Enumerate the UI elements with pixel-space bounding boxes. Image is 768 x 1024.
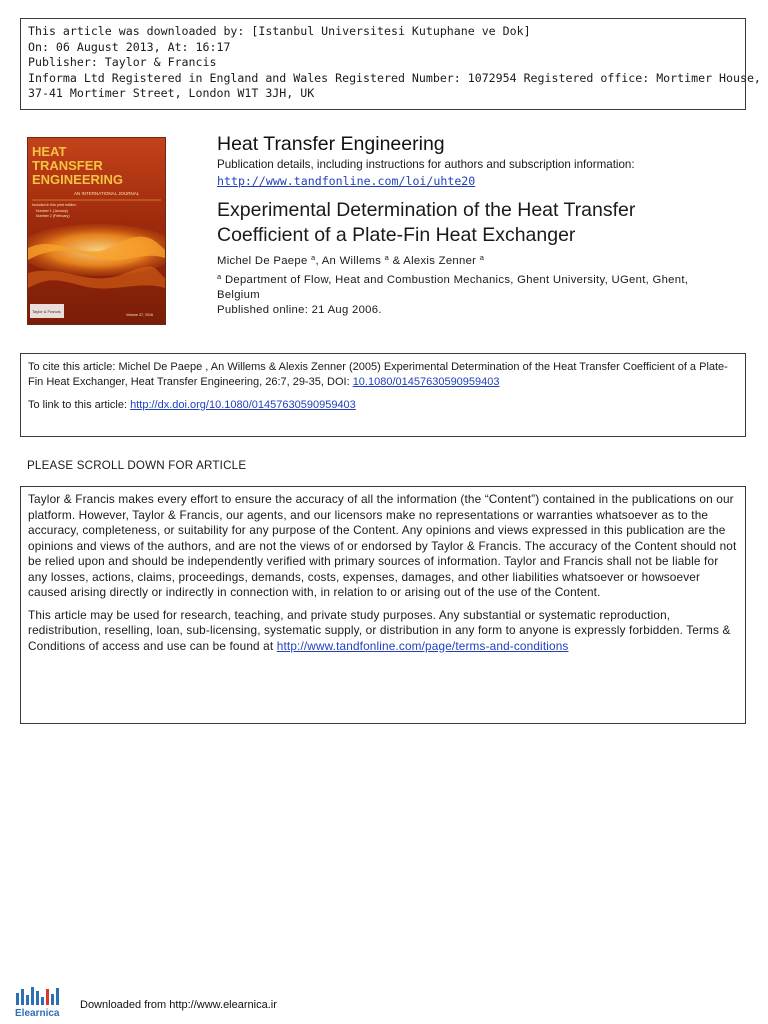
cover-title-line: HEAT bbox=[32, 144, 67, 159]
journal-url-link[interactable]: http://www.tandfonline.com/loi/uhte20 bbox=[217, 174, 476, 188]
citation-body: To cite this article: Michel De Paepe , An Willems & Alexis Zenner (2005) Experimental Determination of the Heat Transfer Coefficient of a Plate-Fin Heat Exchanger, Heat Transfer Engineering, 26:7, 29-35, DOI: bbox=[28, 361, 728, 388]
download-notice bbox=[20, 18, 761, 110]
affiliation-text: Department of Flow, Heat and Combustion Mechanics, Ghent University, UGent, Ghent, Belgium bbox=[217, 274, 689, 301]
download-source: Downloaded from http://www.elearnica.ir bbox=[80, 999, 277, 1011]
terms-text: This article may be used for research, teaching, and private study purposes. Any substantial or systematic reproduction, redistribution, reselling, loan, sub-licensing, systematic supply, or distribution in any form to anyone is expressly forbidden. Terms & Conditions of access and use can be found at bbox=[28, 607, 731, 653]
terms-link[interactable]: http://www.tandfonline.com/page/terms-and-conditions bbox=[276, 638, 569, 653]
published-online: Published online: 21 Aug 2006. bbox=[217, 304, 382, 316]
affiliation-mark: a bbox=[479, 253, 485, 262]
affiliation-mark: a bbox=[310, 253, 316, 262]
affiliation-mark: a bbox=[384, 253, 390, 262]
author-name: & Alexis Zenner bbox=[392, 255, 477, 267]
cover-artwork bbox=[28, 138, 165, 324]
elearnica-logo bbox=[13, 985, 67, 1019]
cover-subtitle: AN INTERNATIONAL JOURNAL bbox=[74, 191, 140, 196]
terms-paragraph bbox=[28, 608, 738, 655]
notice-line: 37-41 Mortimer Street, London W1T 3JH, UK bbox=[28, 86, 315, 101]
authors-line bbox=[217, 254, 737, 269]
journal-title: Heat Transfer Engineering bbox=[217, 133, 445, 155]
article-url-link[interactable]: http://dx.doi.org/10.1080/01457630590959403 bbox=[130, 399, 356, 411]
cover-publisher: Taylor & Francis bbox=[32, 309, 61, 314]
article-header bbox=[217, 132, 737, 318]
publication-details: Publication details, including instructions for authors and subscription information: bbox=[217, 158, 635, 171]
elearnica-logo-text: Elearnica bbox=[15, 1008, 60, 1019]
citation-text bbox=[28, 360, 738, 390]
doi-link[interactable]: 10.1080/01457630590959403 bbox=[352, 376, 500, 388]
author-name: Michel De Paepe bbox=[217, 255, 308, 267]
citation-box bbox=[20, 353, 746, 437]
article-link-row bbox=[28, 398, 738, 413]
affiliation-mark: a bbox=[217, 272, 222, 281]
journal-cover-image bbox=[27, 137, 166, 325]
notice-line: This article was downloaded by: [Istanbul Universitesi Kutuphane ve Dok] bbox=[28, 24, 531, 38]
author-name: , An Willems bbox=[315, 255, 382, 267]
notice-line: Publisher: Taylor & Francis bbox=[28, 55, 217, 70]
cover-issue-line: Number 1 (January) bbox=[36, 209, 68, 213]
disclaimer-paragraph: Taylor & Francis makes every effort to ensure the accuracy of all the information (the “Content”) contained in the publications on our platform. However, Taylor & Francis, our agents, and our licensors make no representations or warranties whatsoever as to the accuracy, completeness, or suitability for any purpose of the Content. Any opinions and views expressed in this publication are the opinions and views of the authors, and are not the views of or endorsed by Taylor & Francis. The accuracy of the Content should not be relied upon and should be independently verified with primary sources of information. Taylor and Francis shall not be liable for any losses, actions, claims, proceedings, demands, costs, expenses, damages, and other liabilities whatsoever or howsoever caused arising directly or indirectly in connection with, in relation to or arising out of the use of the Content. bbox=[28, 492, 737, 599]
disclaimer-box bbox=[20, 486, 746, 724]
cover-issue-line: Included in this print edition: bbox=[32, 203, 77, 207]
article-title: Experimental Determination of the Heat Transfer Coefficient of a Plate-Fin Heat Exchanger bbox=[217, 199, 636, 246]
cover-title-line: TRANSFER bbox=[32, 158, 103, 173]
notice-line: On: 06 August 2013, At: 16:17 bbox=[28, 39, 231, 54]
article-link-label: To link to this article: bbox=[28, 399, 131, 411]
cover-volume: Volume 37, 2016 bbox=[126, 313, 153, 317]
scroll-notice: PLEASE SCROLL DOWN FOR ARTICLE bbox=[27, 459, 247, 472]
cover-title-line: ENGINEERING bbox=[32, 172, 124, 187]
cover-issue-line: Number 2 (February) bbox=[36, 214, 70, 218]
affiliation bbox=[217, 273, 727, 303]
notice-line: Informa Ltd Registered in England and Wales Registered Number: 1072954 Registered office: Mortimer House, bbox=[28, 70, 761, 85]
